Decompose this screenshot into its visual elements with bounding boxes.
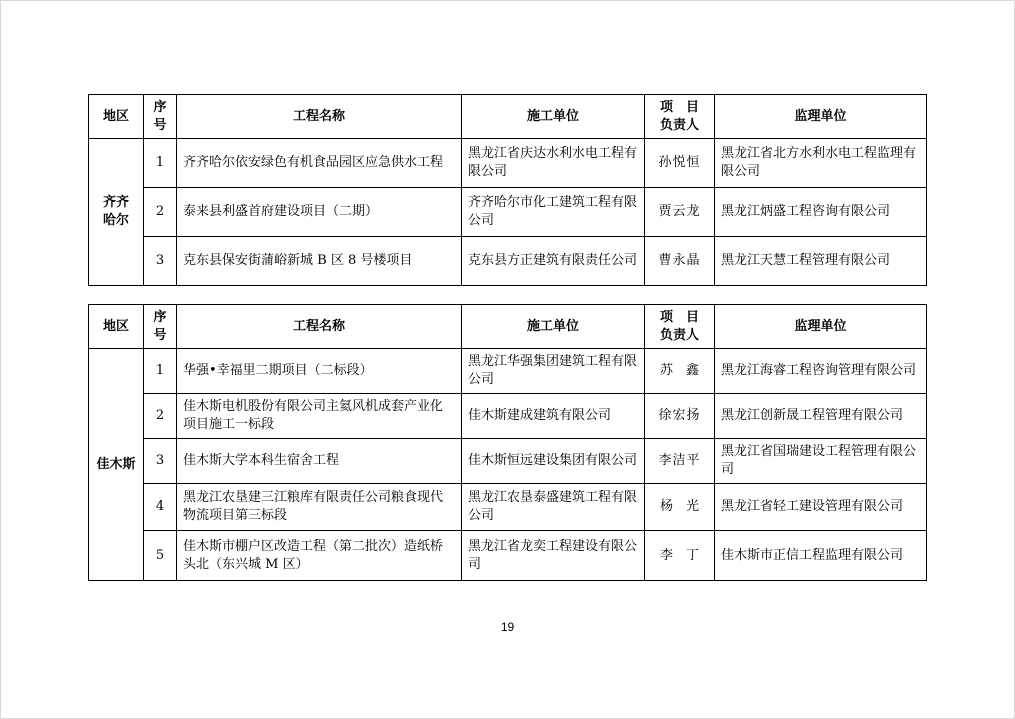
header-manager-label: 项 目负责人 [659,99,699,133]
supervisor-cell: 黑龙江创新晟工程管理有限公司 [715,394,927,439]
project-cell: 佳木斯市棚户区改造工程（第二批次）造纸桥头北（东兴城 M 区） [177,531,462,581]
seq-cell: 2 [144,394,177,439]
region-cell: 佳木斯 [89,349,144,581]
page-number: 19 [500,620,515,634]
header-manager [645,95,715,139]
project-cell: 佳木斯电机股份有限公司主氦风机成套产业化项目施工一标段 [177,394,462,439]
seq-cell: 3 [144,237,177,286]
table-row [89,394,927,439]
contractor-cell: 黑龙江省庆达水利水电工程有限公司 [462,139,645,188]
header-project: 工程名称 [177,95,462,139]
project-cell: 黑龙江农垦建三江粮库有限责任公司粮食现代物流项目第三标段 [177,484,462,531]
supervisor-cell: 黑龙江省北方水利水电工程监理有限公司 [715,139,927,188]
seq-cell: 1 [144,139,177,188]
project-cell: 克东县保安街蒲峪新城 B 区 8 号楼项目 [177,237,462,286]
supervisor-cell: 佳木斯市正信工程监理有限公司 [715,531,927,581]
seq-cell: 2 [144,188,177,237]
contractor-cell: 黑龙江华强集团建筑工程有限公司 [462,349,645,394]
contractor-cell: 黑龙江农垦泰盛建筑工程有限公司 [462,484,645,531]
manager-cell: 李 丁 [645,531,715,581]
table-row [89,531,927,581]
manager-cell: 徐宏扬 [645,394,715,439]
contractor-cell: 佳木斯恒远建设集团有限公司 [462,439,645,484]
manager-cell: 贾云龙 [645,188,715,237]
header-seq [144,95,177,139]
manager-cell: 孙悦恒 [645,139,715,188]
header-seq [144,305,177,349]
header-supervisor: 监理单位 [715,95,927,139]
seq-cell: 3 [144,439,177,484]
project-cell: 佳木斯大学本科生宿舍工程 [177,439,462,484]
project-cell: 华强•幸福里二期项目（二标段） [177,349,462,394]
supervisor-cell: 黑龙江省国瑞建设工程管理有限公司 [715,439,927,484]
supervisor-cell: 黑龙江海睿工程咨询管理有限公司 [715,349,927,394]
seq-cell: 4 [144,484,177,531]
header-region: 地区 [89,305,144,349]
table-row [89,439,927,484]
region-cell [89,139,144,286]
table-header-row [89,95,927,139]
manager-cell: 杨 光 [645,484,715,531]
table-row [89,237,927,286]
header-manager [645,305,715,349]
region-label: 齐齐哈尔 [102,195,129,228]
contractor-cell: 克东县方正建筑有限责任公司 [462,237,645,286]
manager-cell: 曹永晶 [645,237,715,286]
project-cell: 泰来县利盛首府建设项目（二期） [177,188,462,237]
supervisor-cell: 黑龙江炳盛工程咨询有限公司 [715,188,927,237]
header-region: 地区 [89,95,144,139]
table-header-row [89,305,927,349]
contractor-cell: 黑龙江省龙奕工程建设有限公司 [462,531,645,581]
header-manager-label: 项 目负责人 [659,309,699,343]
seq-cell: 1 [144,349,177,394]
contractor-cell: 佳木斯建成建筑有限公司 [462,394,645,439]
header-project: 工程名称 [177,305,462,349]
header-supervisor: 监理单位 [715,305,927,349]
supervisor-cell: 黑龙江天慧工程管理有限公司 [715,237,927,286]
supervisor-cell: 黑龙江省轻工建设管理有限公司 [715,484,927,531]
header-contractor: 施工单位 [462,95,645,139]
table-row [89,188,927,237]
header-contractor: 施工单位 [462,305,645,349]
header-seq-label: 序号 [153,99,167,133]
project-cell: 齐齐哈尔依安绿色有机食品园区应急供水工程 [177,139,462,188]
table-row [89,349,927,394]
project-table-qiqihar [88,94,927,286]
table-row [89,484,927,531]
contractor-cell: 齐齐哈尔市化工建筑工程有限公司 [462,188,645,237]
header-seq-label: 序号 [153,309,167,343]
seq-cell: 5 [144,531,177,581]
table-row [89,139,927,188]
manager-cell: 苏 鑫 [645,349,715,394]
project-table-jiamusi [88,304,927,581]
manager-cell: 李洁平 [645,439,715,484]
